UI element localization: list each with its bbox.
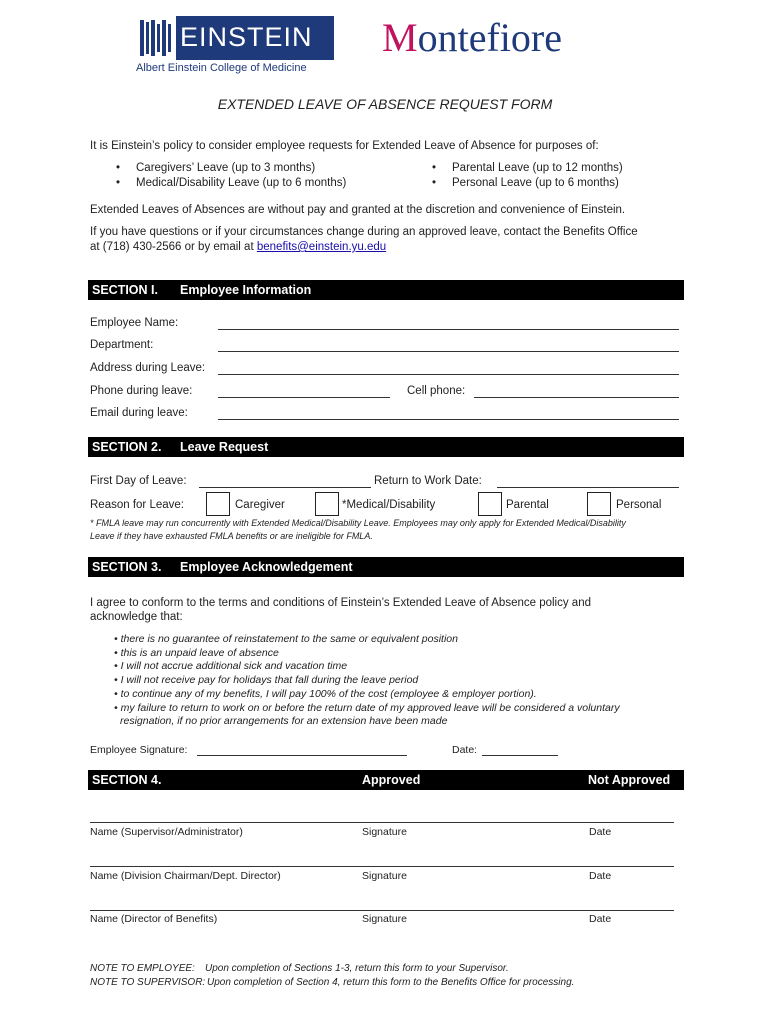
employee-signature-field[interactable] [197,755,407,756]
note-supervisor-label: NOTE TO SUPERVISOR: [90,977,206,988]
purpose-personal: • Personal Leave (up to 6 months) [452,177,619,189]
signature-date-label: Date: [452,744,478,756]
montefiore-rest: ontefiore [417,15,562,60]
section1-header [88,280,684,300]
section3-label: SECTION 3. [92,560,162,574]
ack-item-6: • my failure to return to work on or before the return date of my approved leave will be considered a voluntary [114,702,620,714]
einstein-wordmark: EINSTEIN [180,22,313,52]
contact-paragraph-line1: If you have questions or if your circumstances change during an approved leave, contact the Benefits Office [90,226,638,238]
cell-label: Cell phone: [407,385,466,397]
contact-paragraph-line2 [90,241,386,253]
cell-field[interactable] [474,397,679,398]
personal-option: Personal [616,499,662,511]
note-employee-label: NOTE TO EMPLOYEE: [90,963,195,974]
section3-title: Employee Acknowledgement [180,560,353,574]
agree-line2: acknowledge that: [90,611,183,623]
first-day-label: First Day of Leave: [90,475,187,487]
benefits-director-signature-caption: Signature [362,913,407,925]
note-employee-text: Upon completion of Sections 1-3, return this form to your Supervisor. [205,963,509,974]
email-field[interactable] [218,419,679,420]
department-label: Department: [90,339,154,351]
approval-line-3[interactable] [90,910,674,911]
chairman-signature-caption: Signature [362,870,407,882]
address-label: Address during Leave: [90,362,206,374]
fmla-note-line1: * FMLA leave may run concurrently with Extended Medical/Disability Leave. Employees may only apply for Extended Medical/Disability [90,518,626,528]
department-field[interactable] [218,351,679,352]
reason-label: Reason for Leave: [90,499,184,511]
supervisor-date-caption: Date [589,826,612,838]
section2-title: Leave Request [180,440,269,454]
section4-label: SECTION 4. [92,773,162,787]
einstein-logo [134,14,334,76]
employee-name-label: Employee Name: [90,317,179,329]
intro-text: It is Einstein’s policy to consider employee requests for Extended Leave of Absence for purposes of: [90,140,599,152]
email-label: Email during leave: [90,407,188,419]
ack-item-5: • to continue any of my benefits, I will pay 100% of the cost (employee & employer portion). [114,688,537,700]
section2-header [88,437,684,457]
medical-option: *Medical/Disability [342,499,436,511]
phone-field[interactable] [218,397,390,398]
einstein-emblem-icon [136,16,176,60]
contact-text: at (718) 430-2566 or by email at [90,241,254,253]
einstein-subtitle: Albert Einstein College of Medicine [136,62,307,74]
chairman-name-caption: Name (Division Chairman/Dept. Director) [90,870,281,882]
note-supervisor-text: Upon completion of Section 4, return this form to the Benefits Office for processing. [207,977,575,988]
section4-header [88,770,684,790]
section2-label: SECTION 2. [92,440,162,454]
caregiver-option: Caregiver [235,499,285,511]
section1-label: SECTION I. [92,283,158,297]
ack-item-1: • there is no guarantee of reinstatement to the same or equivalent position [114,633,458,645]
phone-label: Phone during leave: [90,385,193,397]
purpose-parental: • Parental Leave (up to 12 months) [452,162,623,174]
form-title: EXTENDED LEAVE OF ABSENCE REQUEST FORM [217,96,553,112]
approval-line-2[interactable] [90,866,674,867]
caregiver-checkbox[interactable] [206,492,230,516]
benefits-director-name-caption: Name (Director of Benefits) [90,913,218,925]
ack-item-6-cont: resignation, if no prior arrangements for an extension have been made [120,715,448,727]
benefits-email-link[interactable]: benefits@einstein.yu.edu [256,241,387,253]
montefiore-m: M [382,15,418,60]
parental-option: Parental [506,499,549,511]
ack-item-4: • I will not receive pay for holidays that fall during the leave period [114,674,419,686]
parental-checkbox[interactable] [478,492,502,516]
employee-name-field[interactable] [218,329,679,330]
address-field[interactable] [218,374,679,375]
ack-item-2: • this is an unpaid leave of absence [114,647,279,659]
agree-line1: I agree to conform to the terms and conditions of Einstein’s Extended Leave of Absence policy and [90,597,591,609]
chairman-date-caption: Date [589,870,612,882]
purpose-medical: • Medical/Disability Leave (up to 6 months) [136,177,346,189]
personal-checkbox[interactable] [587,492,611,516]
supervisor-signature-caption: Signature [362,826,407,838]
approval-line-1[interactable] [90,822,674,823]
medical-checkbox[interactable] [315,492,339,516]
section3-header [88,557,684,577]
employee-signature-label: Employee Signature: [90,744,188,756]
ack-item-3: • I will not accrue additional sick and vacation time [114,660,348,672]
purpose-caregiver: • Caregivers’ Leave (up to 3 months) [136,162,315,174]
return-date-field[interactable] [497,487,679,488]
benefits-director-date-caption: Date [589,913,612,925]
policy-paragraph: Extended Leaves of Absences are without pay and granted at the discretion and convenience of Einstein. [90,204,626,216]
not-approved-label: Not Approved [588,773,671,787]
approved-label: Approved [362,773,421,787]
first-day-field[interactable] [199,487,371,488]
montefiore-logo [382,14,562,61]
signature-date-field[interactable] [482,755,558,756]
fmla-note-line2: Leave if they have exhausted FMLA benefits or are ineligible for FMLA. [90,531,373,541]
supervisor-name-caption: Name (Supervisor/Administrator) [90,826,243,838]
section1-title: Employee Information [180,283,312,297]
return-date-label: Return to Work Date: [374,475,482,487]
